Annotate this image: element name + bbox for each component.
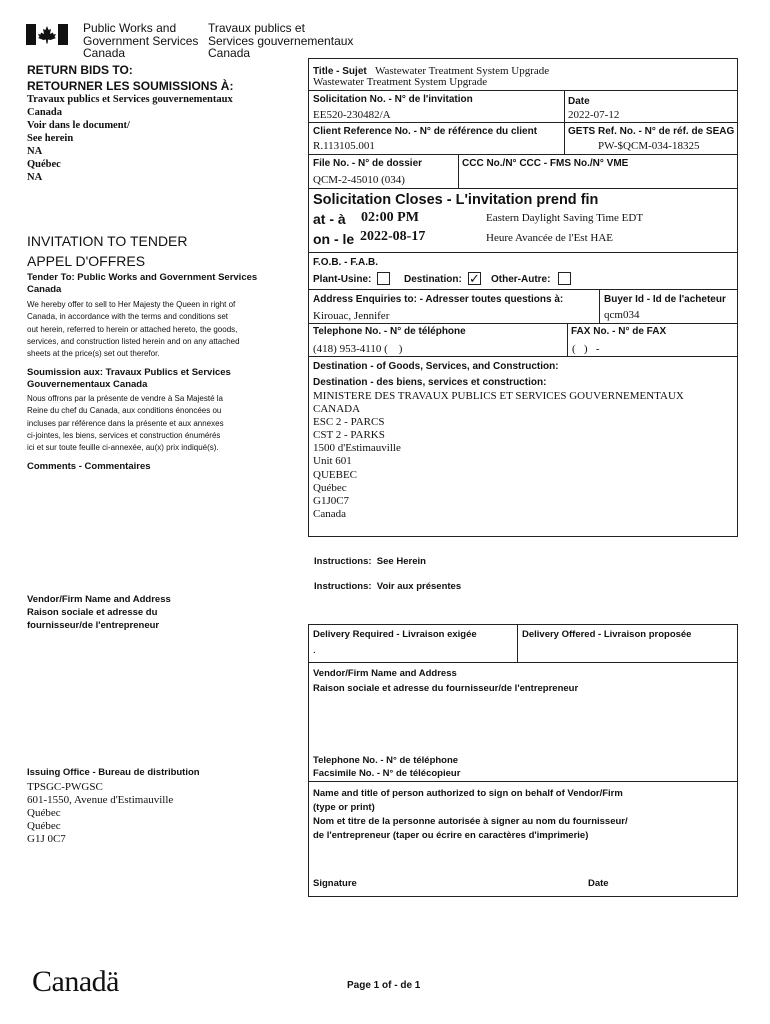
signature-label: Signature — [313, 878, 357, 889]
closing-date: 2022-08-17 — [360, 229, 426, 244]
file-no-value: QCM-2-45010 (034) — [313, 174, 405, 186]
authorized-person-label: Name and title of person authorized to sign on behalf of Vendor/Firm (type or print) Nom et titre de la personne autorisée à signer au nom du fournisseur/ de l'entrepreneur (taper ou écrire en caractères d'imprimerie) — [313, 788, 628, 841]
date-value: 2022-07-12 — [568, 109, 620, 121]
page-number: Page 1 of - de 1 — [347, 980, 421, 991]
signature-date-label: Date — [588, 878, 609, 889]
return-bids-title: RETURN BIDS TO: RETOURNER LES SOUMISSIONS À: — [27, 63, 234, 93]
delivery-required-label: Delivery Required - Livraison exigée — [313, 629, 477, 640]
destination-label: Destination: — [404, 274, 462, 285]
invitation-title: INVITATION TO TENDER APPEL D'OFFRES — [27, 233, 188, 269]
ccc-no-label: CCC No./N° CCC - FMS No./N° VME — [462, 158, 629, 169]
telephone-label: Telephone No. - N° de téléphone — [313, 326, 466, 337]
tender-to-title: Tender To: Public Works and Government Services Canada — [27, 272, 258, 295]
solicitation-closes-title: Solicitation Closes - L'invitation prend fin — [313, 192, 599, 208]
fax-label: FAX No. - N° de FAX — [571, 326, 667, 337]
vendor-firm-label: Vendor/Firm Name and Address Raison sociale et adresse du fournisseur/de l'entrepreneur — [313, 668, 579, 694]
on-label: on - le — [313, 231, 355, 247]
delivery-required-value[interactable]: . — [313, 644, 316, 656]
instructions-en: Instructions: See Herein — [314, 556, 426, 567]
gets-ref-value: PW-$QCM-034-18325 — [598, 140, 700, 152]
canada-flag-logo — [26, 24, 68, 45]
title-value-2: Wastewater Treatment System Upgrade — [313, 76, 488, 88]
delivery-offered-label: Delivery Offered - Livraison proposée — [522, 629, 692, 640]
vendor-telephone-label: Telephone No. - N° de téléphone Facsimile No. - N° de télécopieur — [313, 755, 461, 779]
issuing-office-address: TPSGC-PWGSC 601-1550, Avenue d'Estimauville Québec Québec G1J 0C7 — [27, 781, 174, 845]
buyer-id-value: qcm034 — [604, 309, 640, 321]
timezone-en: Eastern Daylight Saving Time EDT — [486, 212, 644, 224]
client-ref-value: R.113105.001 — [313, 140, 375, 152]
address-enquiries-value: Kirouac, Jennifer — [313, 310, 390, 322]
fob-label: F.O.B. - F.A.B. — [313, 257, 378, 268]
fax-value: ( ) - — [572, 343, 600, 355]
buyer-id-label: Buyer Id - Id de l'acheteur — [604, 294, 726, 305]
title-label: Title - Sujet — [313, 66, 367, 77]
plant-label: Plant-Usine: — [313, 274, 372, 285]
destination-checkbox[interactable]: ✓ — [469, 271, 480, 286]
title-value-1: Wastewater Treatment System Upgrade — [375, 65, 550, 77]
soumission-text: Nous offrons par la présente de vendre à Sa Majesté la Reine du chef du Canada, aux conditions énoncées ou incluses par référence dans la présente et aux annexes ci-jointes, les biens, services et construction énumérés ici et sur toute feuille ci-annexée, au(x) prix indiqué(s). — [27, 394, 224, 453]
gets-ref-label: GETS Ref. No. - N° de réf. de SEAG — [568, 126, 735, 137]
issuing-office-label: Issuing Office - Bureau de distribution — [27, 767, 200, 778]
date-label: Date — [568, 96, 590, 107]
address-enquiries-label: Address Enquiries to: - Adresser toutes questions à: — [313, 294, 564, 305]
canada-wordmark: Canadä — [32, 965, 119, 998]
return-address: Travaux publics et Services gouvernementaux Canada Voir dans le document/ See herein NA Québec NA — [27, 94, 233, 183]
plant-checkbox[interactable] — [377, 272, 390, 285]
department-name-en: Public Works and Government Services Canada — [83, 21, 199, 60]
telephone-value: (418) 953-4110 ( ) — [313, 343, 403, 355]
vendor-firm-title-left: Vendor/Firm Name and Address Raison sociale et adresse du fournisseur/de l'entrepreneur — [27, 594, 171, 631]
other-label: Other-Autre: — [491, 274, 551, 285]
file-no-label: File No. - N° de dossier — [313, 158, 423, 169]
at-label: at - à — [313, 211, 346, 227]
destination-address: MINISTERE DES TRAVAUX PUBLICS ET SERVICES GOUVERNEMENTAUX CANADA ESC 2 - PARCS CST 2 - PARKS 1500 d'Estimauville Unit 601 QUEBEC Québec G1J0C7 Canada — [313, 390, 684, 520]
timezone-fr: Heure Avancée de l'Est HAE — [486, 232, 614, 244]
tender-to-text: We hereby offer to sell to Her Majesty the Queen in right of Canada, in accordance with the terms and conditions set out herein, referred to herein or attached hereto, the goods, services, and construction listed herein and on any attached sheets at the price(s) set out therefor. — [27, 300, 240, 359]
closing-time: 02:00 PM — [361, 210, 419, 225]
instructions-fr: Instructions: Voir aux présentes — [314, 581, 462, 592]
comments-label: Comments - Commentaires — [27, 461, 151, 472]
destination-title: Destination - of Goods, Services, and Construction: Destination - des biens, services et construction: — [313, 361, 559, 388]
solicitation-no-label: Solicitation No. - N° de l'invitation — [313, 94, 473, 105]
solicitation-no-value: EE520-230482/A — [313, 109, 391, 121]
department-name-fr: Travaux publics et Services gouvernementaux Canada — [208, 21, 354, 60]
soumission-title: Soumission aux: Travaux Publics et Services Gouvernementaux Canada — [27, 367, 231, 390]
client-ref-label: Client Reference No. - N° de référence du client — [313, 126, 538, 137]
other-checkbox[interactable] — [558, 272, 571, 285]
